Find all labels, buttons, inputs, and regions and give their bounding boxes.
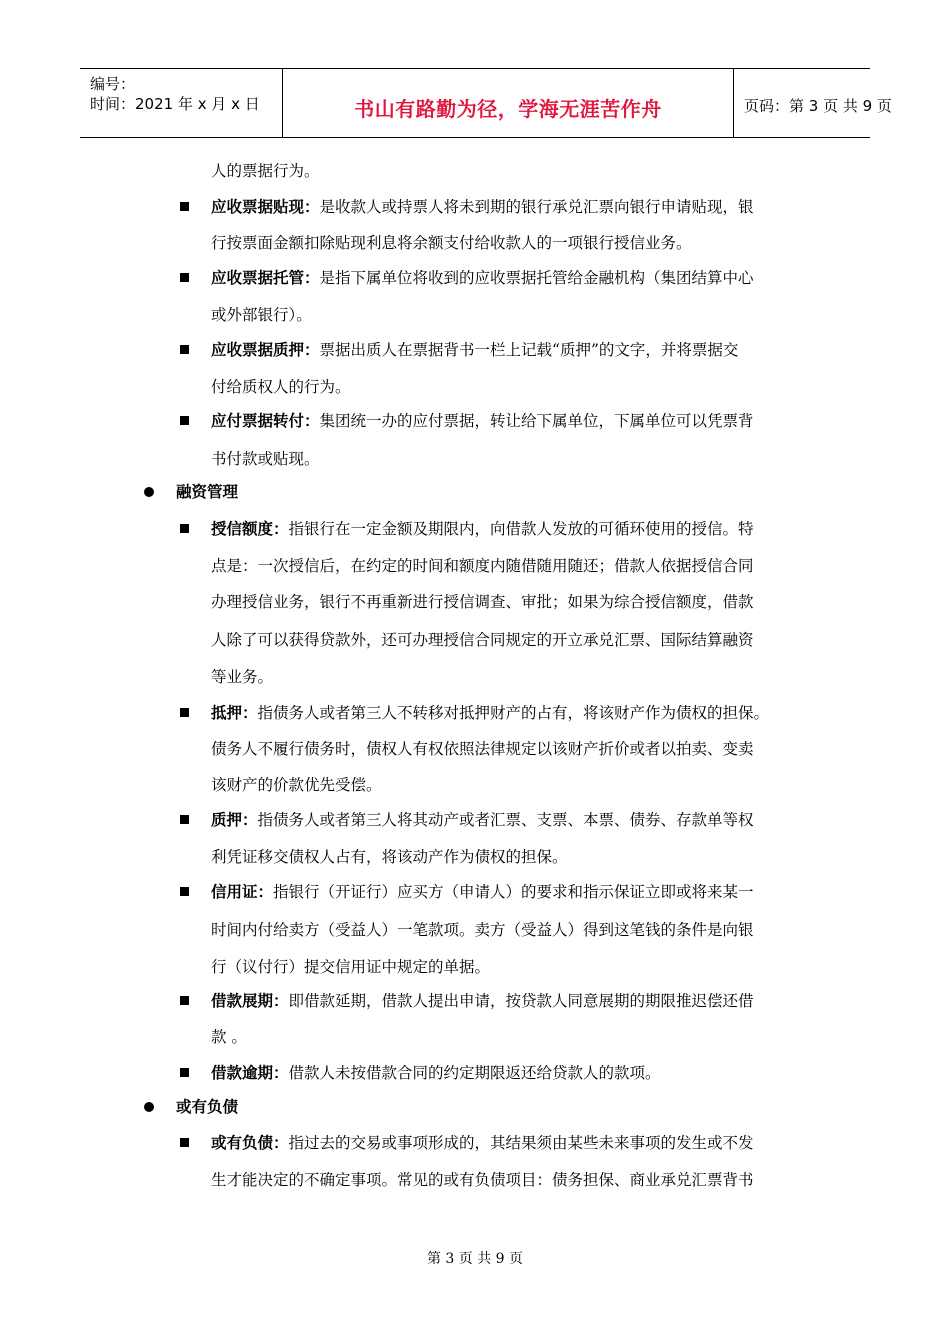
document-date: 时间：2021 年 x 月 x 日 bbox=[90, 95, 260, 113]
header-page-cell bbox=[734, 69, 892, 137]
definition: 票据出质人在票据背书一栏上记载“质押”的文字，并将票据交 bbox=[319, 341, 739, 359]
text-line: 行按票面金额扣除贴现利息将余额支付给收款人的一项银行授信业务。 bbox=[211, 234, 692, 252]
text-line: 人的票据行为。 bbox=[211, 162, 320, 180]
definition: 指银行（开证行）应买方（申请人）的要求和指示保证立即或将来某一 bbox=[273, 883, 754, 901]
list-item bbox=[211, 411, 754, 431]
text-line: 该财产的价款优先受偿。 bbox=[211, 776, 382, 794]
text-line: 或外部银行）。 bbox=[211, 306, 312, 324]
list-item bbox=[211, 340, 738, 360]
term: 抵押： bbox=[211, 703, 258, 722]
text-line: 点是：一次授信后，在约定的时间和额度内随借随用随还；借款人依据授信合同 bbox=[211, 557, 754, 575]
text-line: 付给质权人的行为。 bbox=[211, 378, 351, 396]
list-item bbox=[211, 1063, 661, 1083]
square-bullet-icon bbox=[180, 202, 189, 211]
term: 借款逾期： bbox=[211, 1063, 289, 1082]
term: 借款展期： bbox=[211, 991, 289, 1010]
square-bullet-icon bbox=[180, 524, 189, 533]
round-bullet-icon bbox=[144, 1102, 154, 1112]
square-bullet-icon bbox=[180, 345, 189, 354]
list-item bbox=[211, 810, 754, 830]
list-item bbox=[211, 197, 754, 217]
definition: 指债务人或者第三人将其动产或者汇票、支票、本票、债券、存款单等权 bbox=[257, 811, 754, 829]
list-item bbox=[211, 519, 754, 539]
term: 应收票据贴现： bbox=[211, 197, 320, 216]
square-bullet-icon bbox=[180, 887, 189, 896]
section-heading: 或有负债 bbox=[176, 1097, 239, 1116]
definition: 指银行在一定金额及期限内，向借款人发放的可循环使用的授信。特 bbox=[288, 520, 754, 538]
text-line: 办理授信业务，银行不再重新进行授信调查、审批；如果为综合授信额度，借款 bbox=[211, 593, 754, 611]
term: 应收票据质押： bbox=[211, 340, 320, 359]
header-motto-cell bbox=[282, 69, 734, 137]
text-line: 时间内付给卖方（受益人）一笔款项。卖方（受益人）得到这笔钱的条件是向银 bbox=[211, 921, 754, 939]
term: 应收票据托管： bbox=[211, 268, 320, 287]
square-bullet-icon bbox=[180, 416, 189, 425]
square-bullet-icon bbox=[180, 1138, 189, 1147]
square-bullet-icon bbox=[180, 1068, 189, 1077]
definition: 集团统一办的应付票据，转让给下属单位，下属单位可以凭票背 bbox=[319, 412, 754, 430]
list-item bbox=[211, 882, 754, 902]
page-footer: 第 3 页 共 9 页 bbox=[426, 1251, 524, 1267]
term: 应付票据转付： bbox=[211, 411, 320, 430]
definition: 是收款人或持票人将未到期的银行承兑汇票向银行申请贴现，银 bbox=[319, 198, 754, 216]
term: 质押： bbox=[211, 810, 258, 829]
text-line: 等业务。 bbox=[211, 668, 274, 686]
square-bullet-icon bbox=[180, 708, 189, 717]
definition: 指过去的交易或事项形成的，其结果须由某些未来事项的发生或不发 bbox=[288, 1134, 754, 1152]
header-page-info: 页码：第 3 页 共 9 页 bbox=[744, 97, 892, 115]
text-line: 债务人不履行债务时，债权人有权依照法律规定以该财产折价或者以拍卖、变卖 bbox=[211, 740, 754, 758]
list-item bbox=[211, 1133, 754, 1153]
square-bullet-icon bbox=[180, 273, 189, 282]
header-motto: 书山有路勤为径，学海无涯苦作舟 bbox=[354, 97, 662, 121]
document-header bbox=[80, 68, 892, 138]
definition: 借款人未按借款合同的约定期限返还给贷款人的款项。 bbox=[288, 1064, 661, 1082]
text-line: 书付款或贴现。 bbox=[211, 450, 320, 468]
list-item bbox=[211, 991, 754, 1011]
definition: 是指下属单位将收到的应收票据托管给金融机构（集团结算中心 bbox=[319, 269, 754, 287]
text-line: 人除了可以获得贷款外，还可办理授信合同规定的开立承兑汇票、国际结算融资 bbox=[211, 631, 754, 649]
section-heading: 融资管理 bbox=[176, 482, 239, 501]
definition: 即借款延期，借款人提出申请，按贷款人同意展期的期限推迟偿还借 bbox=[288, 992, 754, 1010]
list-item bbox=[211, 703, 769, 723]
term: 或有负债： bbox=[211, 1133, 289, 1152]
term: 授信额度： bbox=[211, 519, 289, 538]
square-bullet-icon bbox=[180, 996, 189, 1005]
text-line: 款 。 bbox=[211, 1028, 247, 1046]
term: 信用证： bbox=[211, 882, 274, 901]
text-line: 行（议付行）提交信用证中规定的单据。 bbox=[211, 958, 491, 976]
list-item bbox=[211, 268, 754, 288]
text-line: 生才能决定的不确定事项。常见的或有负债项目：债务担保、商业承兑汇票背书 bbox=[211, 1171, 754, 1189]
definition: 指债务人或者第三人不转移对抵押财产的占有，将该财产作为债权的担保。 bbox=[257, 704, 770, 722]
header-left-cell bbox=[80, 69, 282, 137]
square-bullet-icon bbox=[180, 815, 189, 824]
text-line: 利凭证移交债权人占有，将该动产作为债权的担保。 bbox=[211, 848, 568, 866]
document-number-label: 编号： bbox=[90, 75, 136, 93]
round-bullet-icon bbox=[144, 487, 154, 497]
